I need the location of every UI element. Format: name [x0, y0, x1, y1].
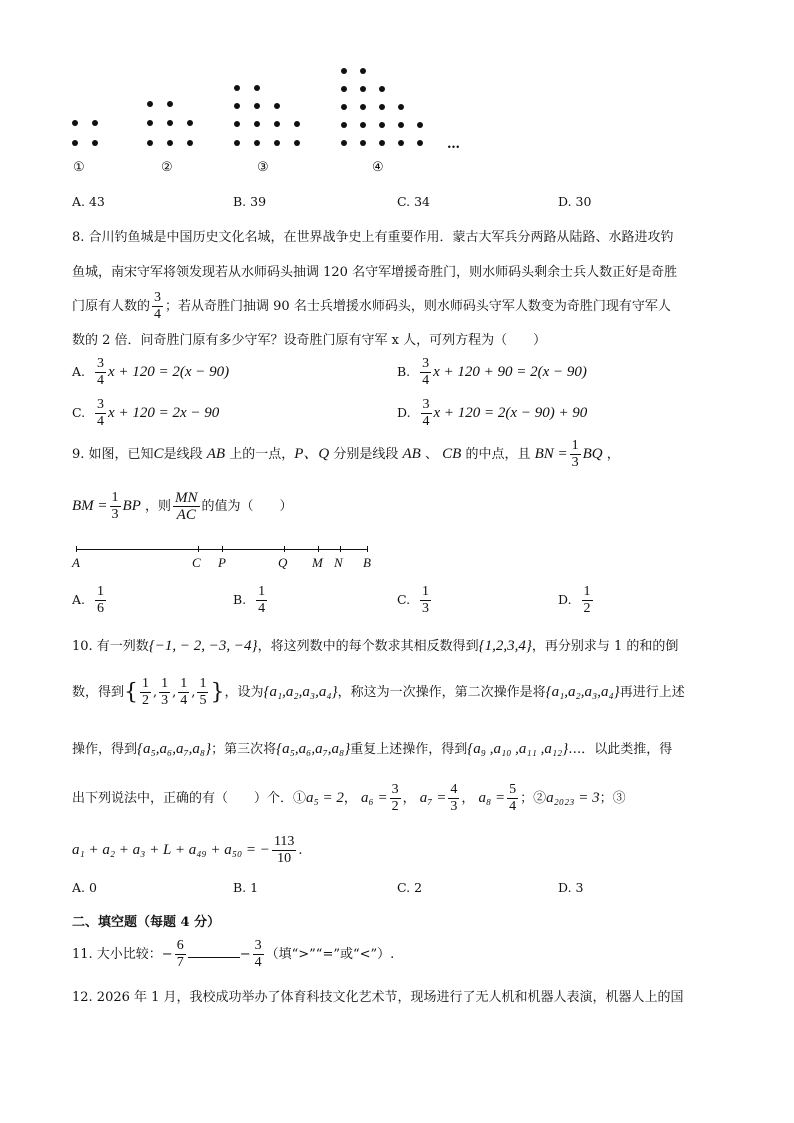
dot	[72, 140, 78, 146]
dot	[167, 140, 173, 146]
dot	[341, 122, 347, 128]
q10-line-3: 操作，得到{a₅,a₆,a₇,a₈}；第三次将{a₅,a₆,a₇,a₈}重复上述操作，得到{a₉ ,a₁₀ ,a₁₁ ,a₁₂}…．以此类推，得	[72, 741, 673, 757]
q10-line-1: 10. 有一列数{−1, − 2, −3, −4}，将这列数中的每个数求其相反数得到{1,2,3,4}，再分别求与 1 的和的倒	[72, 638, 679, 654]
figure-label-3: ③	[257, 160, 269, 175]
q8-option-d: D. $\frac{3}{4}$ x + 120 = 2(x − 90) + 90	[397, 397, 588, 429]
point-label-p: P	[218, 555, 226, 570]
dot	[167, 101, 173, 107]
dot	[254, 85, 260, 91]
tick-n	[340, 546, 341, 552]
q8-line-3	[72, 290, 671, 323]
point-label-b: B	[363, 555, 371, 570]
dot	[417, 122, 423, 128]
q8-line-2: 鱼城，南宋守军将领发现若从水师码头抽调 120 名守军增援奇胜门，则水师码头剩余士兵人数正好是奇胜	[72, 265, 678, 280]
figure-ellipsis: …	[447, 137, 460, 152]
dot	[360, 122, 366, 128]
dot	[167, 120, 173, 126]
dot	[274, 140, 280, 146]
dot	[341, 104, 347, 110]
q10-option-d: D. 3	[558, 880, 584, 895]
q7-option-d: D. 30	[558, 194, 592, 209]
q11-line: 11. 大小比较：− $\frac{6}{7}$ − $\frac{3}{4}$ （填“>”“=”或“<”）.	[72, 938, 395, 970]
dot	[379, 104, 385, 110]
dot	[360, 68, 366, 74]
dot	[360, 86, 366, 92]
point-label-n: N	[334, 555, 343, 570]
dot	[398, 122, 404, 128]
dot	[254, 140, 260, 146]
point-label-c: C	[192, 555, 201, 570]
section-heading-fill-in: 二、填空题（每题 4 分）	[72, 915, 221, 930]
q9-line-2: BM = $\frac{1}{3}$ BP ，则 $\frac{MN}{AC}$ 的值为（ ）	[72, 490, 293, 523]
dot	[379, 86, 385, 92]
fraction-three-quarters: $\frac{3}{4}$	[154, 290, 162, 322]
dot	[92, 140, 98, 146]
q10-option-b: B. 1	[233, 880, 259, 895]
q9-line-1: 9. 如图，已知C是线段 AB 上的一点，P、Q 分别是线段 AB 、 CB 的中点，且 BN = $\frac{1}{3}$ BQ ，	[72, 438, 620, 470]
dot	[398, 104, 404, 110]
dot	[341, 86, 347, 92]
dot	[234, 103, 240, 109]
answer-blank[interactable]	[188, 945, 240, 958]
dot	[294, 121, 300, 127]
dot	[294, 140, 300, 146]
dot	[234, 140, 240, 146]
dot	[254, 121, 260, 127]
dot	[147, 101, 153, 107]
figure-label-2: ②	[161, 160, 173, 175]
q9-option-c: C. $\frac{1}{3}$	[397, 584, 430, 616]
tick-q	[284, 546, 285, 552]
dot	[341, 68, 347, 74]
dot	[379, 122, 385, 128]
dot	[274, 103, 280, 109]
q9-option-d: D. $\frac{1}{2}$	[558, 584, 591, 616]
dot	[274, 121, 280, 127]
q10-option-a: A. 0	[72, 880, 97, 895]
dot	[417, 140, 423, 146]
q9-option-a: A. $\frac{1}{6}$	[72, 584, 104, 616]
q7-option-c: C. 34	[397, 194, 430, 209]
q8-line-1: 8. 合川钓鱼城是中国历史文化名城，在世界战争史上有重要作用．蒙古大军兵分两路从陆路、水路进攻钓	[72, 230, 674, 245]
figure-label-4: ④	[372, 160, 384, 175]
q8-line-4: 数的 2 倍．问奇胜门原有多少守军？设奇胜门原有守军 x 人，可列方程为（ ）	[72, 333, 547, 348]
q8-option-a: A. $\frac{3}{4}$ x + 120 = 2(x − 90)	[72, 356, 230, 388]
tick-a	[76, 546, 77, 552]
q10-line-2: 数，得到{ $\frac{1}{2}$ , $\frac{1}{3}$ , $\frac{1}{4}$ , $\frac{1}{5}$ }，设为{a₁,a₂,a₃,a₄}，称这为一次操作，第二次操作是将{a₁,a₂,a₃,a₄}再进行上述	[72, 676, 685, 708]
q8-option-b: B. $\frac{3}{4}$ x + 120 + 90 = 2(x − 90)	[397, 356, 587, 388]
q8-line-3-text-a: 门原有人数的	[72, 299, 151, 314]
dot	[341, 140, 347, 146]
q7-option-a: A. 43	[72, 194, 105, 209]
dot	[398, 140, 404, 146]
q8-option-c: C. $\frac{3}{4}$ x + 120 = 2x − 90	[72, 397, 220, 429]
tick-c	[198, 546, 199, 552]
dot	[147, 120, 153, 126]
q10-option-c: C. 2	[397, 880, 423, 895]
q10-line-5: a₁ + a₂ + a₃ + L + a₄₉ + a₅₀ = − $\frac{113}{10}$ .	[72, 834, 303, 866]
tick-b	[367, 546, 368, 552]
q8-line-3-text-b: ；若从奇胜门抽调 90 名士兵增援水师码头，则水师码头守军人数变为奇胜门现有守军人	[165, 299, 671, 314]
q9-option-b: B. $\frac{1}{4}$	[233, 584, 266, 616]
dot	[234, 85, 240, 91]
dot	[92, 120, 98, 126]
dot	[147, 140, 153, 146]
dot	[254, 103, 260, 109]
dot	[187, 140, 193, 146]
figure-label-1: ①	[73, 160, 85, 175]
dot	[360, 140, 366, 146]
dot	[72, 120, 78, 126]
tick-p	[222, 546, 223, 552]
dot	[187, 120, 193, 126]
point-label-a: A	[72, 555, 80, 570]
q12-line-1: 12. 2026 年 1 月，我校成功举办了体育科技文化艺术节，现场进行了无人机和机器人表演，机器人上的国	[72, 990, 684, 1005]
point-label-q: Q	[278, 555, 288, 570]
q7-option-b: B. 39	[233, 194, 267, 209]
tick-m	[318, 546, 319, 552]
q10-line-4: 出下列说法中，正确的有（ ）个．①a₅ = 2， a₆ = $\frac{3}{2}$ ， a₇ = $\frac{4}{3}$ ， a₈ = $\frac{5}{4}$ ；②a₂₀₂₃ = 3；③	[72, 782, 626, 814]
dot	[360, 104, 366, 110]
dot	[234, 121, 240, 127]
dot	[379, 140, 385, 146]
point-label-m: M	[312, 555, 323, 570]
